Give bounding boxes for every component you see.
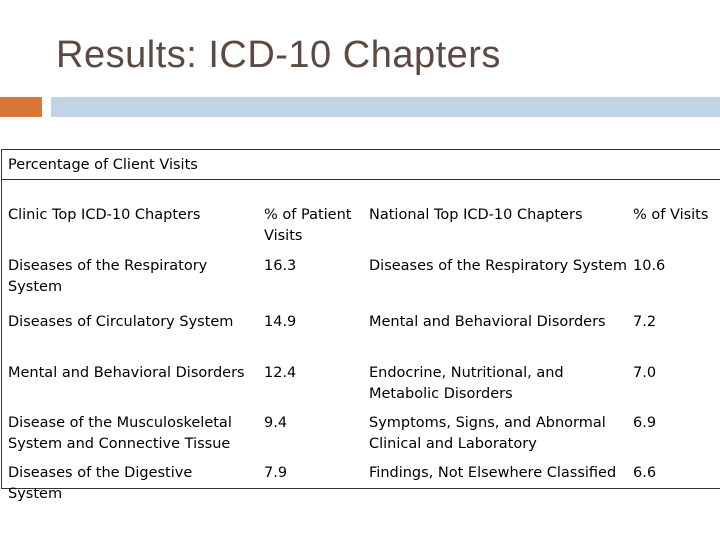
table-cell-visit-percent: 7.2 [633, 314, 657, 330]
results-table [1, 149, 720, 502]
table-cell-national-chapter: Endocrine, Nutritional, and Metabolic Disorders [369, 365, 564, 402]
column-header-national-chapters: National Top ICD-10 Chapters [369, 207, 583, 223]
column-header-patient-visits: % of Patient Visits [264, 207, 352, 244]
table-cell-clinic-chapter: Diseases of the Digestive System [8, 465, 193, 502]
table-cell-visit-percent: 6.9 [633, 415, 657, 431]
table-cell-clinic-chapter: Disease of the Musculoskeletal System and Connective Tissue [8, 415, 232, 452]
accent-bar-orange [0, 97, 42, 117]
table-cell-patient-percent: 16.3 [264, 258, 297, 274]
table-heading: Percentage of Client Visits [8, 157, 198, 173]
table-heading-row [2, 150, 720, 180]
table-cell-clinic-chapter: Mental and Behavioral Disorders [8, 365, 245, 381]
table-cell-visit-percent: 6.6 [633, 465, 657, 481]
table-cell-clinic-chapter: Diseases of the Respiratory System [8, 258, 208, 295]
table-cell-national-chapter: Symptoms, Signs, and Abnormal Clinical and Laboratory [369, 415, 606, 452]
table-cell-national-chapter: Mental and Behavioral Disorders [369, 314, 606, 330]
table-cell-national-chapter: Findings, Not Elsewhere Classified [369, 465, 617, 481]
table-cell-national-chapter: Diseases of the Respiratory System [369, 258, 627, 274]
slide-title: Results: ICD-10 Chapters [56, 34, 501, 76]
table-cell-patient-percent: 12.4 [264, 365, 297, 381]
table-cell-clinic-chapter: Diseases of Circulatory System [8, 314, 234, 330]
column-header-visits: % of Visits [633, 207, 709, 223]
table-cell-patient-percent: 14.9 [264, 314, 297, 330]
table-cell-visit-percent: 7.0 [633, 365, 657, 381]
table-cell-patient-percent: 9.4 [264, 415, 288, 431]
table-cell-visit-percent: 10.6 [633, 258, 666, 274]
table-cell-patient-percent: 7.9 [264, 465, 288, 481]
column-header-clinic-chapters: Clinic Top ICD-10 Chapters [8, 207, 201, 223]
accent-bar-blue [51, 97, 720, 117]
